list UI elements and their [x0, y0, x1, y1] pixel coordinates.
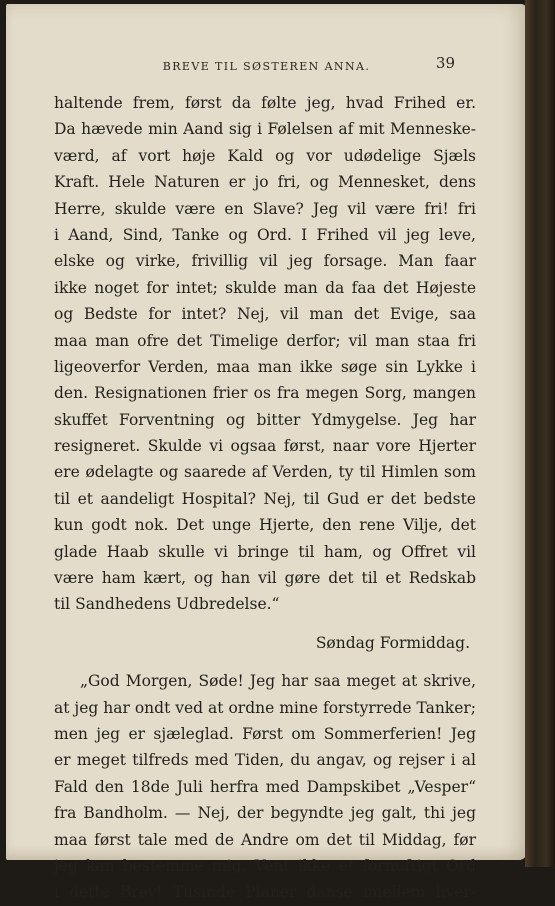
book-page: [6, 4, 527, 902]
text-line: at jeg har ondt ved at ordne mine forstyrrede Tanker;: [54, 698, 476, 717]
text-line: ikke noget for intet; skulde man da faa det Højeste: [54, 278, 476, 297]
text-line: i dette Brev! Tusinde Planer danse imellem hver-: [54, 883, 476, 902]
text-line: glade Haab skulle vi bringe til ham, og Offret vil: [54, 542, 476, 561]
text-line: elske og virke, frivillig vil jeg forsage. Man faar: [54, 252, 476, 271]
paragraph-gap: [54, 618, 476, 630]
text-line: og Bedste for intet? Nej, vil man det Evige, saa: [54, 305, 476, 324]
body-text: [54, 90, 476, 906]
text-line: skuffet Forventning og bitter Ydmygelse. Jeg har: [54, 410, 476, 429]
text-line: værd, af vort høje Kald og vor udødelige Sjæls: [54, 146, 476, 165]
text-line: „God Morgen, Søde! Jeg har saa meget at skrive,: [80, 672, 476, 691]
text-line: haltende frem, først da følte jeg, hvad Frihed er.: [54, 94, 476, 112]
text-line: jeg kan bestemme mig. Vent ikke et fornuftigt Ord: [54, 856, 476, 875]
text-line: maa man ofre det Timelige derfor; vil man staa fri: [54, 331, 476, 350]
text-line: Da hævede min Aand sig i Følelsen af mit Menneske-: [54, 120, 476, 139]
book-spine-edge: [525, 0, 555, 867]
text-line: kun godt nok. Det unge Hjerte, den rene Vilje, det: [54, 516, 476, 535]
text-line: ere ødelagte og saarede af Verden, ty til Himlen som: [54, 463, 476, 482]
text-line: fra Bandholm. — Nej, der begyndte jeg galt, thi jeg: [54, 804, 476, 823]
text-line: til et aandeligt Hospital? Nej, til Gud er det bedste: [54, 489, 476, 508]
text-line: ligeoverfor Verden, maa man ikke søge sin Lykke i: [54, 357, 476, 376]
text-line: Fald den 18de Juli herfra med Dampskibet „Vesper“: [54, 777, 476, 796]
text-line: i Aand, Sind, Tanke og Ord. I Frihed vil jeg leve,: [54, 225, 476, 244]
running-head: BREVE TIL SØSTEREN ANNA.: [162, 60, 371, 73]
text-line: maa først tale med de Andre om det til Middag, før: [54, 830, 476, 849]
paragraph-1: [54, 90, 476, 618]
text-line: men jeg er sjæleglad. Først om Sommerferien! Jeg: [54, 724, 476, 743]
text-line: den. Resignationen frier os fra megen Sorg, mangen: [54, 384, 476, 403]
text-line: til Sandhedens Udbredelse.“: [54, 595, 280, 614]
page-number: 39: [435, 54, 455, 72]
text-line: være ham kært, og han vil gøre det til et Redskab: [54, 569, 476, 588]
paragraph-2: [54, 668, 476, 906]
text-line: Herre, skulde være en Slave? Jeg vil være fri! fri: [54, 199, 476, 218]
text-line: resigneret. Skulde vi ogsaa først, naar vore Hjerter: [54, 437, 476, 456]
text-line: er meget tilfreds med Tiden, du angav, og rejser i al: [54, 751, 476, 770]
text-line: Kraft. Hele Naturen er jo fri, og Mennesket, dens: [54, 173, 476, 192]
dateline: Søndag Formiddag.: [315, 633, 470, 652]
paragraph-gap: [54, 656, 476, 668]
